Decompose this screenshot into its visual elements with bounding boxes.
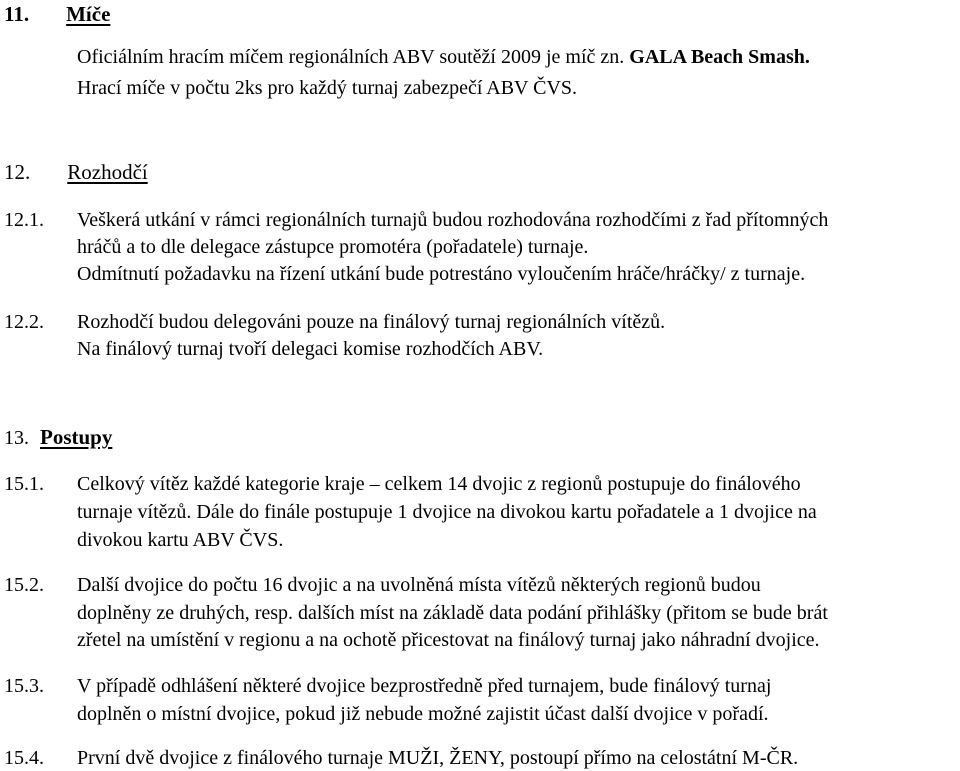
section-title: Postupy [40,425,113,449]
section-number: 13. [4,427,29,449]
section-title: Míče [66,2,111,26]
item-number: 12.1. [4,209,44,231]
item-line: divokou kartu ABV ČVS. [77,529,284,551]
ball-brand: GALA Beach Smash. [629,46,810,68]
paragraph-line [77,45,810,69]
item-line: Odmítnutí požadavku na řízení utkání bude potrestáno vyloučením hráče/hráčky/ z turnaje. [77,263,806,285]
item-line: doplněny ze druhých, resp. dalších míst na základě data podání přihlášky (přitom se bude brát [77,602,828,624]
item-line: Rozhodčí budou delegováni pouze na finálový turnaj regionálních vítězů. [77,311,666,333]
section-number: 12. [4,160,31,184]
section-11-heading [4,2,110,27]
item-line: Veškerá utkání v rámci regionálních turnajů budou rozhodována rozhodčími z řad přítomných [77,209,829,231]
item-number: 15.4. [4,747,44,769]
item-line: Další dvojice do počtu 16 dvojic a na uvolněná místa vítězů některých regionů budou [77,574,761,596]
item-line: Celkový vítěz každé kategorie kraje – celkem 14 dvojic z regionů postupuje do finálového [77,473,801,495]
section-12-heading [4,160,148,185]
item-line: hráčů a to dle delegace zástupce promotéra (pořadatele) turnaje. [77,236,589,258]
item-line: První dvě dvojice z finálového turnaje MUŽI, ŽENY, postoupí přímo na celostátní M-ČR. [77,747,799,769]
item-line: turnaje vítězů. Dále do finále postupuje 1 dvojice na divokou kartu pořadatele a 1 dvojice na [77,501,817,523]
item-number: 12.2. [4,311,44,333]
item-line: zřetel na umístění v regionu a na ochotě přicestovat na finálový turnaj jako náhradní dvojice. [77,629,820,651]
item-number: 15.3. [4,675,44,697]
section-title: Rozhodčí [67,160,148,184]
item-line: Na finálový turnaj tvoří delegaci komise rozhodčích ABV. [77,338,544,360]
item-number: 15.2. [4,574,44,596]
item-number: 15.1. [4,473,44,495]
paragraph-line: Hrací míče v počtu 2ks pro každý turnaj zabezpečí ABV ČVS. [77,77,578,99]
item-line: V případě odhlášení některé dvojice bezprostředně před turnajem, bude finálový turnaj [77,675,772,697]
section-number: 11. [4,2,30,26]
item-line: doplněn o místní dvojice, pokud již nebude možné zajistit účast další dvojice v pořadí. [77,703,769,725]
section-13-heading [4,425,112,450]
text: Oficiálním hracím míčem regionálních ABV soutěží 2009 je míč zn. [77,46,630,68]
